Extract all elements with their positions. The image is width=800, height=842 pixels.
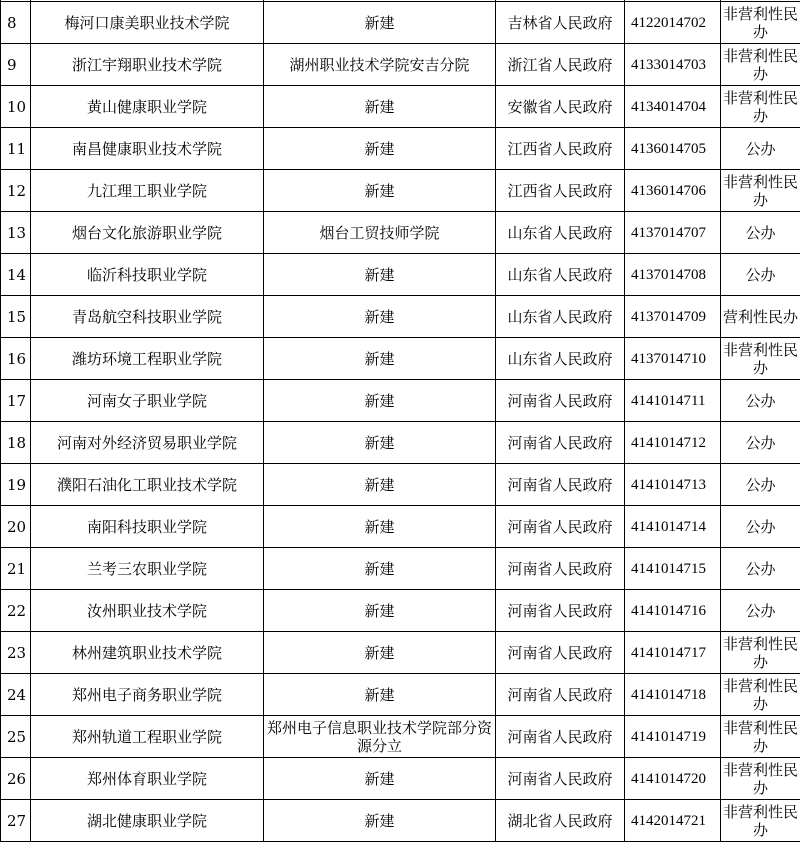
institution-code: 4137014707 [625, 212, 721, 254]
institution-code: 4136014706 [625, 170, 721, 212]
table-row [1, 548, 800, 590]
institution-name: 汝州职业技术学院 [31, 590, 264, 632]
competent-authority: 安徽省人民政府 [496, 86, 625, 128]
establishment-basis: 新建 [264, 674, 496, 716]
row-number: 26 [1, 758, 31, 800]
competent-authority: 河南省人民政府 [496, 674, 625, 716]
table-row [1, 212, 800, 254]
table-row [1, 800, 800, 842]
institution-type: 公办 [721, 128, 800, 170]
institution-type: 非营利性民办 [721, 170, 800, 212]
competent-authority: 吉林省人民政府 [496, 2, 625, 44]
institution-type: 营利性民办 [721, 296, 800, 338]
institution-type: 公办 [721, 590, 800, 632]
institution-name: 九江理工职业学院 [31, 170, 264, 212]
institution-code: 4141014714 [625, 506, 721, 548]
row-number: 27 [1, 800, 31, 842]
row-number: 12 [1, 170, 31, 212]
institution-code: 4122014702 [625, 2, 721, 44]
establishment-basis: 新建 [264, 128, 496, 170]
institution-name: 梅河口康美职业技术学院 [31, 2, 264, 44]
institution-type: 公办 [721, 422, 800, 464]
institution-name: 河南女子职业学院 [31, 380, 264, 422]
table-row [1, 758, 800, 800]
establishment-basis: 新建 [264, 170, 496, 212]
row-number: 17 [1, 380, 31, 422]
institution-type: 公办 [721, 212, 800, 254]
competent-authority: 河南省人民政府 [496, 464, 625, 506]
table-row [1, 44, 800, 86]
institution-code: 4137014709 [625, 296, 721, 338]
row-number: 13 [1, 212, 31, 254]
row-number: 15 [1, 296, 31, 338]
establishment-basis: 新建 [264, 464, 496, 506]
institution-type: 公办 [721, 254, 800, 296]
establishment-basis: 新建 [264, 254, 496, 296]
competent-authority: 山东省人民政府 [496, 212, 625, 254]
competent-authority: 江西省人民政府 [496, 128, 625, 170]
table-row [1, 716, 800, 758]
competent-authority: 浙江省人民政府 [496, 44, 625, 86]
institution-code: 4141014716 [625, 590, 721, 632]
institution-code: 4137014708 [625, 254, 721, 296]
institution-type: 非营利性民办 [721, 716, 800, 758]
institution-name: 南阳科技职业学院 [31, 506, 264, 548]
row-number: 21 [1, 548, 31, 590]
table-row [1, 380, 800, 422]
row-number: 14 [1, 254, 31, 296]
competent-authority: 山东省人民政府 [496, 254, 625, 296]
row-number: 10 [1, 86, 31, 128]
establishment-basis: 新建 [264, 800, 496, 842]
institution-code: 4141014712 [625, 422, 721, 464]
institution-name: 湖北健康职业学院 [31, 800, 264, 842]
competent-authority: 河南省人民政府 [496, 590, 625, 632]
institution-type: 非营利性民办 [721, 338, 800, 380]
institution-name: 濮阳石油化工职业技术学院 [31, 464, 264, 506]
establishment-basis: 新建 [264, 338, 496, 380]
competent-authority: 河南省人民政府 [496, 632, 625, 674]
row-number: 11 [1, 128, 31, 170]
establishment-basis: 新建 [264, 632, 496, 674]
establishment-basis: 新建 [264, 296, 496, 338]
institution-type: 公办 [721, 464, 800, 506]
establishment-basis: 湖州职业技术学院安吉分院 [264, 44, 496, 86]
table-row [1, 170, 800, 212]
competent-authority: 山东省人民政府 [496, 296, 625, 338]
institution-code: 4141014711 [625, 380, 721, 422]
institution-type: 非营利性民办 [721, 800, 800, 842]
table-row [1, 632, 800, 674]
institution-type: 公办 [721, 506, 800, 548]
institution-name: 郑州轨道工程职业学院 [31, 716, 264, 758]
row-number: 8 [1, 2, 31, 44]
row-number: 24 [1, 674, 31, 716]
institution-type: 非营利性民办 [721, 2, 800, 44]
establishment-basis: 新建 [264, 590, 496, 632]
row-number: 9 [1, 44, 31, 86]
institution-code: 4136014705 [625, 128, 721, 170]
row-number: 18 [1, 422, 31, 464]
competent-authority: 河南省人民政府 [496, 716, 625, 758]
competent-authority: 山东省人民政府 [496, 338, 625, 380]
table-row [1, 254, 800, 296]
institution-name: 青岛航空科技职业学院 [31, 296, 264, 338]
institution-name: 烟台文化旅游职业学院 [31, 212, 264, 254]
institution-type: 公办 [721, 380, 800, 422]
table-row [1, 422, 800, 464]
row-number: 23 [1, 632, 31, 674]
table-row [1, 674, 800, 716]
institution-type: 公办 [721, 548, 800, 590]
institution-type: 非营利性民办 [721, 758, 800, 800]
institution-code: 4137014710 [625, 338, 721, 380]
table-row [1, 338, 800, 380]
competent-authority: 江西省人民政府 [496, 170, 625, 212]
institution-name: 临沂科技职业学院 [31, 254, 264, 296]
institution-type: 非营利性民办 [721, 674, 800, 716]
institution-code: 4141014715 [625, 548, 721, 590]
institution-code: 4141014713 [625, 464, 721, 506]
institution-name: 兰考三农职业学院 [31, 548, 264, 590]
competent-authority: 湖北省人民政府 [496, 800, 625, 842]
establishment-basis: 新建 [264, 506, 496, 548]
establishment-basis: 新建 [264, 548, 496, 590]
table-row [1, 86, 800, 128]
institution-code: 4141014717 [625, 632, 721, 674]
institution-code: 4141014720 [625, 758, 721, 800]
institution-type: 非营利性民办 [721, 86, 800, 128]
table-row [1, 2, 800, 44]
row-number: 25 [1, 716, 31, 758]
row-number: 20 [1, 506, 31, 548]
table-row [1, 128, 800, 170]
institution-name: 郑州电子商务职业学院 [31, 674, 264, 716]
institution-name: 浙江宇翔职业技术学院 [31, 44, 264, 86]
institution-name: 潍坊环境工程职业学院 [31, 338, 264, 380]
institution-name: 河南对外经济贸易职业学院 [31, 422, 264, 464]
competent-authority: 河南省人民政府 [496, 506, 625, 548]
institution-name: 郑州体育职业学院 [31, 758, 264, 800]
institution-name: 南昌健康职业技术学院 [31, 128, 264, 170]
row-number: 22 [1, 590, 31, 632]
establishment-basis: 新建 [264, 758, 496, 800]
row-number: 19 [1, 464, 31, 506]
table-row [1, 464, 800, 506]
institution-code: 4142014721 [625, 800, 721, 842]
institution-type: 非营利性民办 [721, 44, 800, 86]
institution-code: 4141014719 [625, 716, 721, 758]
competent-authority: 河南省人民政府 [496, 548, 625, 590]
institution-code: 4134014704 [625, 86, 721, 128]
competent-authority: 河南省人民政府 [496, 758, 625, 800]
row-number: 16 [1, 338, 31, 380]
table-row [1, 590, 800, 632]
competent-authority: 河南省人民政府 [496, 380, 625, 422]
establishment-basis: 新建 [264, 380, 496, 422]
establishment-basis: 烟台工贸技师学院 [264, 212, 496, 254]
institution-code: 4133014703 [625, 44, 721, 86]
institution-code: 4141014718 [625, 674, 721, 716]
institution-type: 非营利性民办 [721, 632, 800, 674]
table-row [1, 506, 800, 548]
establishment-basis: 新建 [264, 422, 496, 464]
table-row [1, 296, 800, 338]
institution-name: 林州建筑职业技术学院 [31, 632, 264, 674]
competent-authority: 河南省人民政府 [496, 422, 625, 464]
establishment-basis: 新建 [264, 2, 496, 44]
institution-name: 黄山健康职业学院 [31, 86, 264, 128]
establishment-basis: 新建 [264, 86, 496, 128]
establishment-basis: 郑州电子信息职业技术学院部分资源分立 [264, 716, 496, 758]
